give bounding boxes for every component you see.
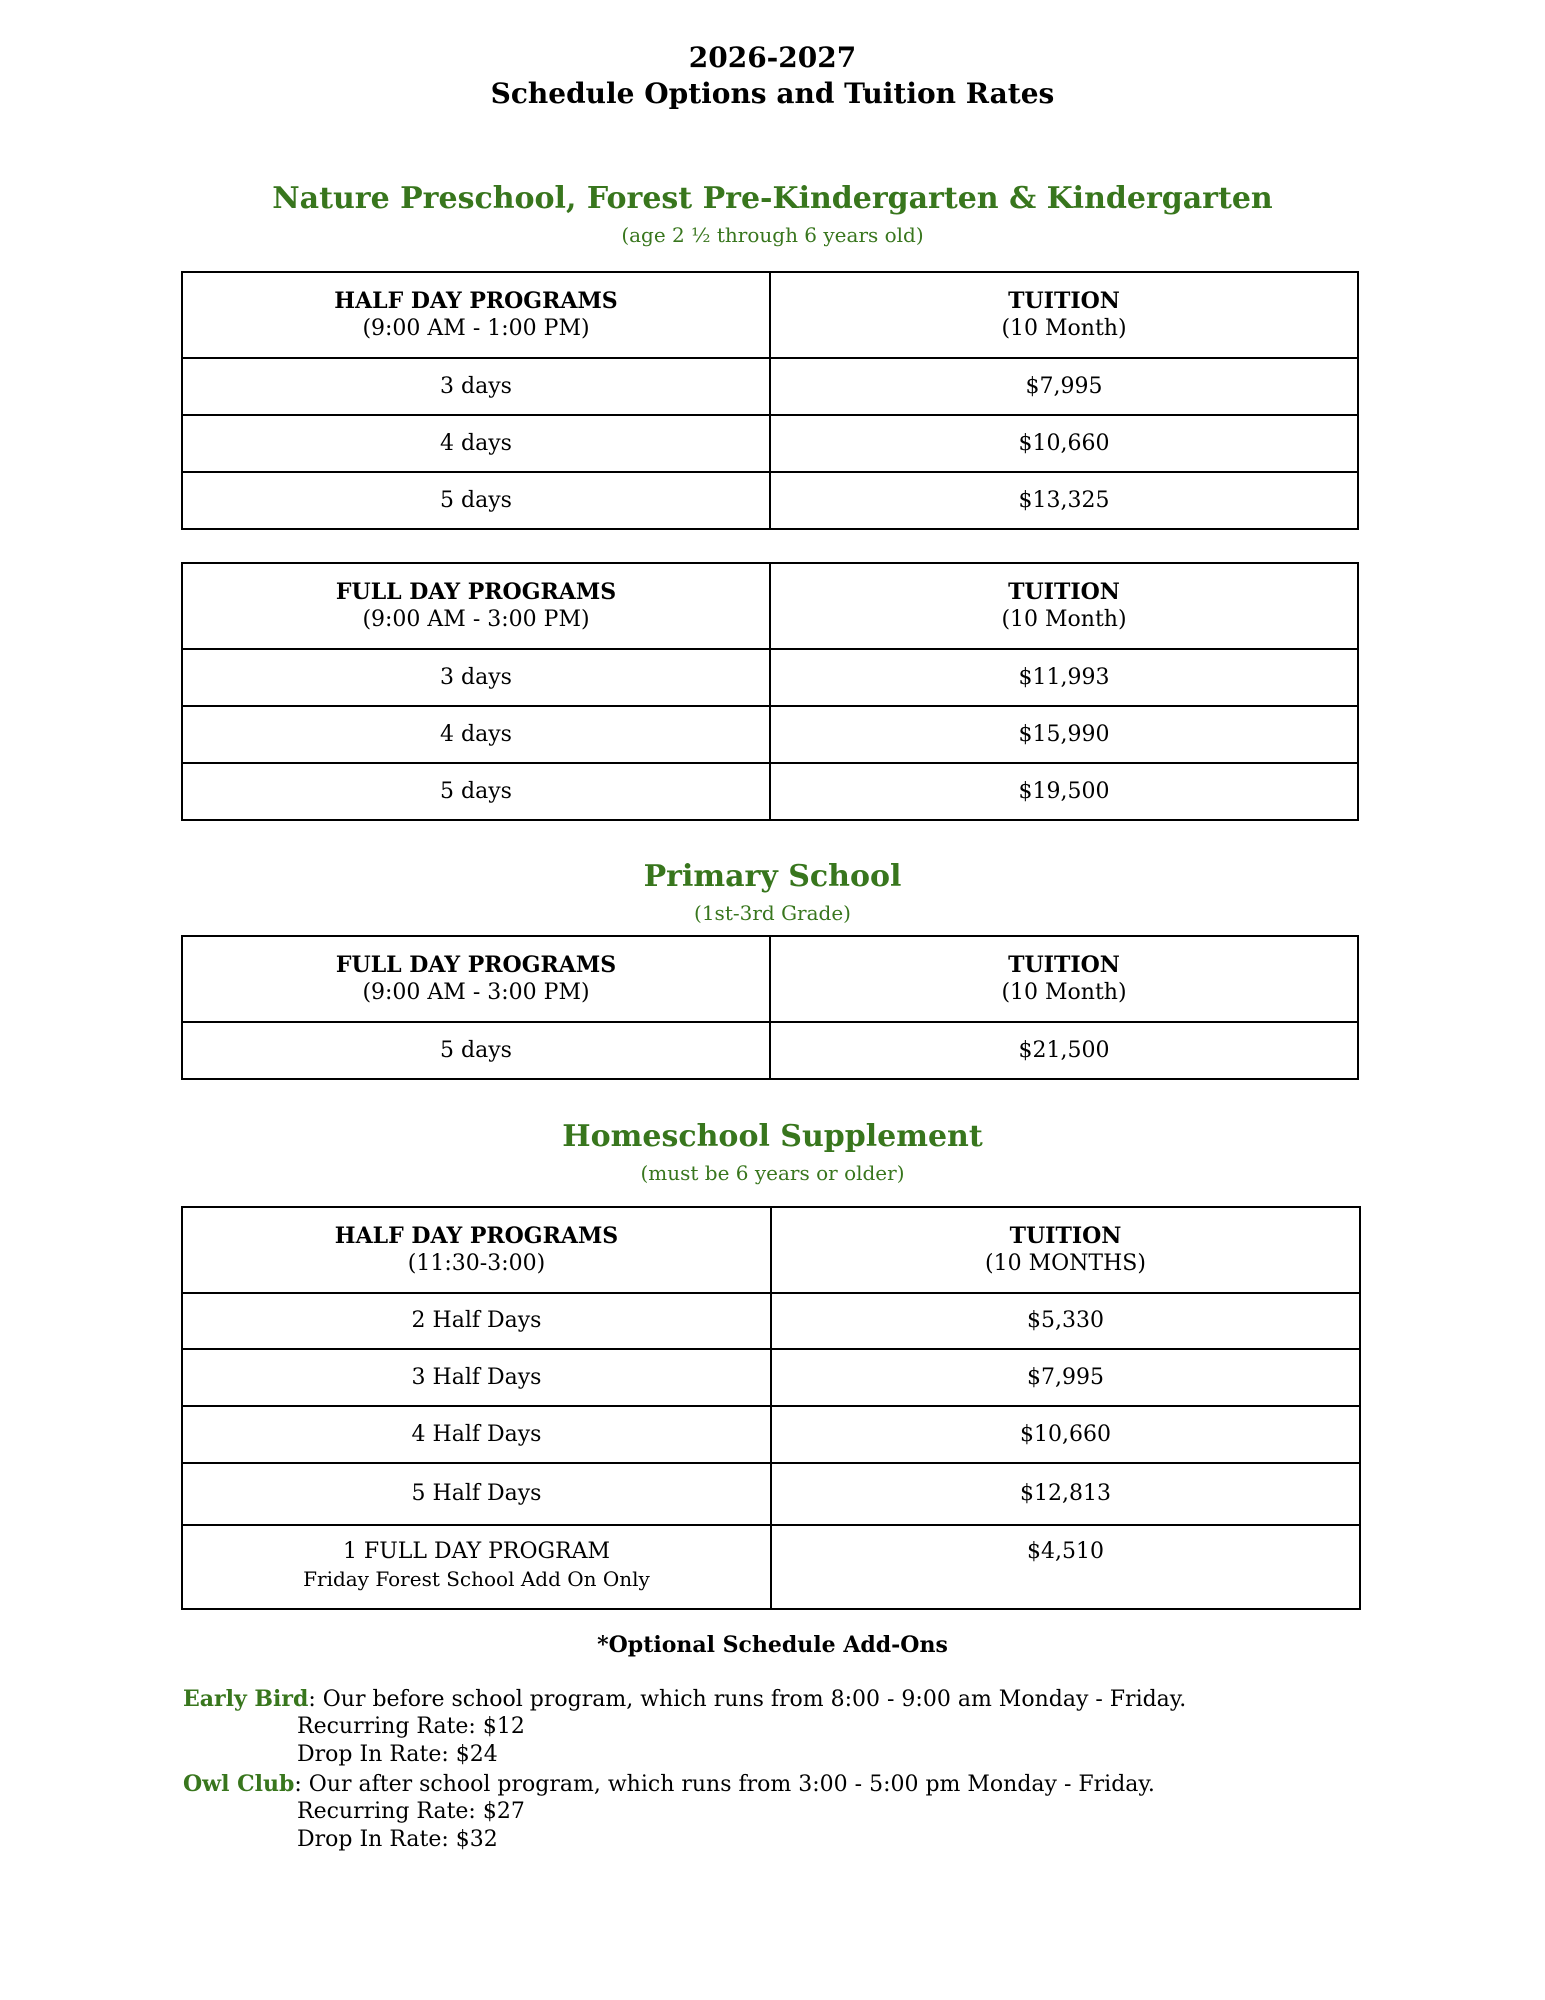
tuition-header-cell [771, 1207, 1360, 1293]
section-title-homeschool: Homeschool Supplement [562, 1119, 983, 1154]
addon-label: Early Bird [183, 1686, 309, 1712]
program-header-cell [182, 272, 770, 358]
table-row [182, 1293, 1360, 1349]
price-cell: $12,813 [771, 1463, 1360, 1525]
tuition-header-cell [770, 563, 1358, 649]
schedule-cell: 2 Half Days [182, 1293, 771, 1349]
schedule-cell: 4 Half Days [182, 1406, 771, 1463]
addons-title: *Optional Schedule Add-Ons [597, 1632, 948, 1658]
addon-drop-in-rate: Drop In Rate: $24 [297, 1742, 498, 1767]
addon-description: : Our after school program, which runs from 3:00 - 5:00 pm Monday - Friday. [294, 1772, 1155, 1797]
price-cell: $11,993 [770, 649, 1358, 706]
schedule-cell [182, 1525, 771, 1609]
program-hours: (11:30-3:00) [407, 1251, 546, 1276]
price-cell: $7,995 [771, 1349, 1360, 1406]
schedule-cell: 4 days [182, 706, 770, 763]
schedule-label: 1 FULL DAY PROGRAM [342, 1539, 611, 1564]
addon-recurring-rate: Recurring Rate: $27 [297, 1799, 525, 1824]
table-header-row [182, 1207, 1360, 1293]
program-header-cell [182, 1207, 771, 1293]
table-header-row [182, 936, 1358, 1022]
addon-drop-in-rate: Drop In Rate: $32 [297, 1827, 498, 1852]
section-subtitle-homeschool: (must be 6 years or older) [640, 1161, 905, 1185]
table-row [182, 649, 1358, 706]
price-cell: $10,660 [770, 415, 1358, 472]
schedule-cell: 5 days [182, 472, 770, 529]
schedule-cell: 5 Half Days [182, 1463, 771, 1525]
tuition-table-homeschool [181, 1206, 1361, 1610]
schedule-cell: 3 days [182, 358, 770, 415]
section-title-primary: Primary School [643, 859, 902, 894]
program-header: HALF DAY PROGRAMS [334, 288, 618, 314]
price-cell: $15,990 [770, 706, 1358, 763]
tuition-period: (10 Month) [1001, 980, 1127, 1005]
tuition-header: TUITION [1008, 579, 1120, 605]
table-header-row [182, 272, 1358, 358]
tuition-table-primary [181, 935, 1359, 1080]
section-subtitle-primary: (1st-3rd Grade) [694, 901, 851, 925]
table-row [182, 358, 1358, 415]
table-row [182, 472, 1358, 529]
schedule-cell: 5 days [182, 763, 770, 820]
table-row [182, 1406, 1360, 1463]
program-header-cell [182, 936, 770, 1022]
table-row [182, 763, 1358, 820]
price-cell: $4,510 [771, 1525, 1360, 1609]
addon-label: Owl Club [183, 1771, 295, 1797]
section-subtitle-preschool: (age 2 ½ through 6 years old) [621, 223, 924, 247]
tuition-header-cell [770, 272, 1358, 358]
program-header-cell [182, 563, 770, 649]
tuition-header: TUITION [1008, 288, 1120, 314]
addon-recurring-rate: Recurring Rate: $12 [297, 1714, 525, 1739]
schedule-cell: 4 days [182, 415, 770, 472]
table-row [182, 1349, 1360, 1406]
schedule-cell: 3 days [182, 649, 770, 706]
price-cell: $10,660 [771, 1406, 1360, 1463]
price-cell: $21,500 [770, 1022, 1358, 1079]
table-row [182, 1525, 1360, 1609]
tuition-header-cell [770, 936, 1358, 1022]
tuition-period: (10 Month) [1001, 607, 1127, 632]
table-header-row [182, 563, 1358, 649]
table-row [182, 706, 1358, 763]
program-hours: (9:00 AM - 3:00 PM) [362, 607, 590, 632]
tuition-period: (10 Month) [1001, 316, 1127, 341]
tuition-header: TUITION [1009, 1223, 1122, 1249]
schedule-note: Friday Forest School Add On Only [303, 1567, 650, 1591]
addon-early-bird [183, 1685, 1186, 1714]
tuition-period: (10 MONTHS) [985, 1251, 1146, 1276]
addon-owl-club [183, 1770, 1155, 1799]
tuition-header: TUITION [1008, 952, 1120, 978]
schedule-cell: 5 days [182, 1022, 770, 1079]
table-row [182, 1463, 1360, 1525]
price-cell: $7,995 [770, 358, 1358, 415]
table-row [182, 1022, 1358, 1079]
price-cell: $13,325 [770, 472, 1358, 529]
price-cell: $19,500 [770, 763, 1358, 820]
table-row [182, 415, 1358, 472]
tuition-table-half-day [181, 271, 1359, 530]
program-header: FULL DAY PROGRAMS [335, 952, 617, 978]
addon-description: : Our before school program, which runs from 8:00 - 9:00 am Monday - Friday. [308, 1687, 1187, 1712]
schedule-cell: 3 Half Days [182, 1349, 771, 1406]
price-cell: $5,330 [771, 1293, 1360, 1349]
page-title: Schedule Options and Tuition Rates [490, 77, 1055, 110]
tuition-table-full-day [181, 562, 1359, 821]
page-year: 2026-2027 [688, 41, 857, 74]
program-hours: (9:00 AM - 3:00 PM) [362, 980, 590, 1005]
program-header: FULL DAY PROGRAMS [335, 579, 617, 605]
program-header: HALF DAY PROGRAMS [334, 1223, 619, 1249]
program-hours: (9:00 AM - 1:00 PM) [362, 316, 590, 341]
section-title-preschool: Nature Preschool, Forest Pre-Kindergarten & Kindergarten [272, 181, 1273, 216]
